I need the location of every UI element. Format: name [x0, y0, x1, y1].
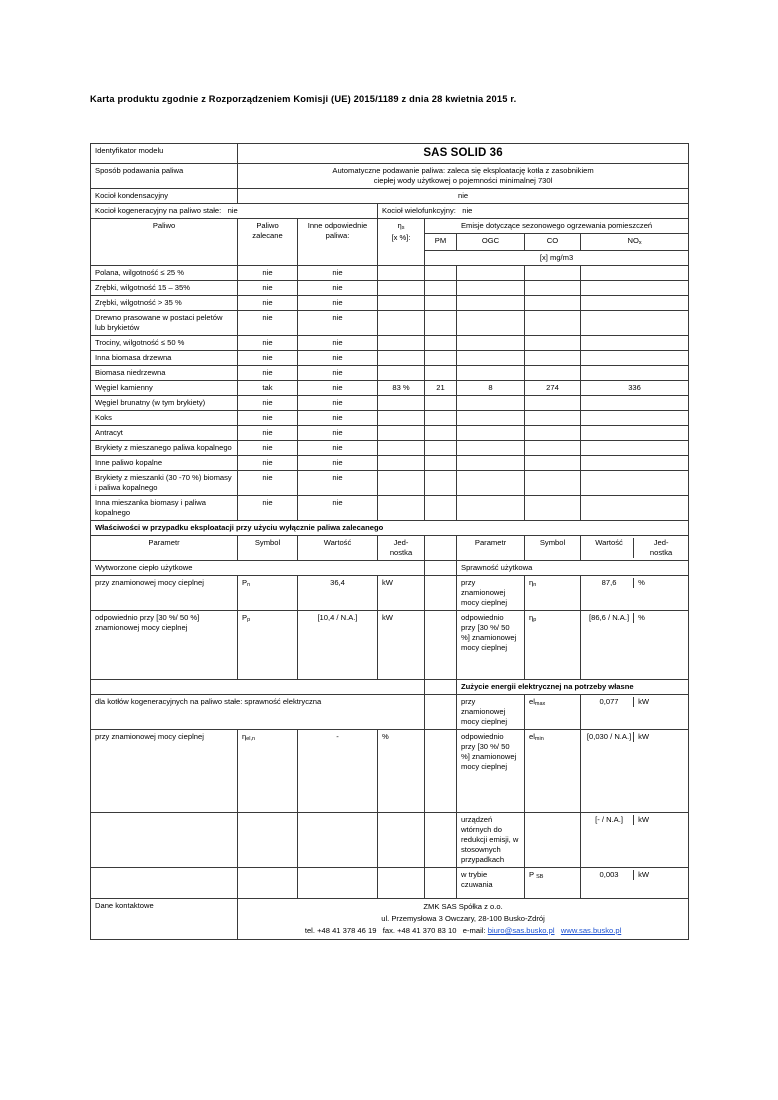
left-row5-empty-value	[298, 813, 378, 868]
fuel-header-recommended: Paliwo zalecane	[238, 219, 298, 265]
table-row	[91, 265, 689, 280]
prop-header-right-parameter: Parametr	[457, 535, 525, 560]
fuel-pm-cell	[425, 280, 457, 295]
fuel-header-ogc: OGC	[457, 234, 525, 250]
right-row6-param: w trybie czuwania	[457, 868, 525, 899]
fuel-other-cell: nie	[298, 470, 378, 495]
fuel-other-cell: nie	[298, 265, 378, 280]
fuel-ogc-cell	[457, 335, 525, 350]
fuel-co-cell	[525, 335, 581, 350]
fuel-nox-cell	[581, 265, 689, 280]
fuel-ogc-cell	[457, 495, 525, 520]
fuel-pm-cell	[425, 440, 457, 455]
fuel-other-cell: nie	[298, 335, 378, 350]
fuel-co-cell	[525, 280, 581, 295]
right-row3-symbol: elmax	[525, 695, 581, 730]
fuel-eta-cell	[378, 335, 425, 350]
right-group2-title: Zużycie energii elektrycznej na potrzeby własne	[457, 680, 689, 695]
right-row4-param: odpowiednio przy [30 %/ 50 %] znamionowej mocy cieplnej	[457, 730, 525, 813]
fuel-co-cell	[525, 495, 581, 520]
right-row1-value-unit	[581, 576, 689, 611]
left-row1-symbol: Pn	[238, 576, 298, 611]
fuel-co-cell	[525, 440, 581, 455]
right-row2-value-unit	[581, 611, 689, 680]
fuel-nox-cell	[581, 310, 689, 335]
left-row6-empty-value	[298, 868, 378, 899]
fuel-ogc-cell	[457, 295, 525, 310]
prop-gutter	[425, 561, 457, 576]
prop-gutter	[425, 813, 457, 868]
fuel-recommended-cell: nie	[238, 440, 298, 455]
fuel-ogc-cell	[457, 265, 525, 280]
fuel-header-emissions-unit: [x] mg/m3	[425, 250, 689, 265]
table-row	[91, 310, 689, 335]
fuel-eta-cell	[378, 410, 425, 425]
fuel-ogc-cell	[457, 410, 525, 425]
properties-row-3	[91, 695, 689, 730]
fuel-name-cell: Brykiety z mieszanego paliwa kopalnego	[91, 440, 238, 455]
fuel-recommended-cell: nie	[238, 425, 298, 440]
eta-subscript: s	[401, 225, 405, 232]
left-row2-param: odpowiednio przy [30 %/ 50 %] znamionowej mocy cieplnej	[91, 611, 238, 680]
fuel-recommended-cell: nie	[238, 495, 298, 520]
right-row6-symbol: P SB	[525, 868, 581, 899]
left-row4-param: przy znamionowej mocy cieplnej	[91, 730, 238, 813]
properties-row-6	[91, 868, 689, 899]
fuel-co-cell	[525, 425, 581, 440]
fuel-other-cell: nie	[298, 380, 378, 395]
fuel-eta-cell	[378, 365, 425, 380]
prop-header-left-unit: Jed- nostka	[378, 535, 425, 560]
fuel-other-cell: nie	[298, 365, 378, 380]
properties-group2-title-row	[91, 680, 689, 695]
left-row1-value: 36,4	[298, 576, 378, 611]
feed-value-cell	[238, 164, 689, 189]
fuel-pm-cell	[425, 265, 457, 280]
cogeneration-value: nie	[227, 206, 238, 216]
left-row2-unit: kW	[378, 611, 425, 680]
fuel-ogc-cell: 8	[457, 380, 525, 395]
prop-gutter	[425, 695, 457, 730]
model-label: Identyfikator modelu	[91, 144, 238, 164]
right-row6-value: 0,003	[599, 870, 619, 880]
fuel-eta-cell	[378, 425, 425, 440]
table-row-model	[91, 144, 689, 164]
fuel-nox-cell	[581, 335, 689, 350]
contact-row	[91, 899, 689, 939]
fuel-name-cell: Zrębki, wilgotność > 35 %	[91, 295, 238, 310]
feed-value-line1: Automatyczne podawanie paliwa: zaleca się eksploatację kotła z zasobnikiem	[332, 166, 594, 176]
fuel-eta-cell	[378, 280, 425, 295]
fuel-name-cell: Brykiety z mieszanki (30 -70 %) biomasy i paliwa kopalnego	[91, 470, 238, 495]
fuel-ogc-cell	[457, 455, 525, 470]
fuel-recommended-cell: nie	[238, 455, 298, 470]
left-row2-symbol: Pp	[238, 611, 298, 680]
left-group1-title: Wytworzone ciepło użytkowe	[91, 561, 425, 576]
fuel-ogc-cell	[457, 440, 525, 455]
contact-label: Dane kontaktowe	[91, 899, 238, 939]
properties-row-2	[91, 611, 689, 680]
fuel-name-cell: Inna mieszanka biomasy i paliwa kopalnego	[91, 495, 238, 520]
prop-header-left-value: Wartość	[298, 535, 378, 560]
right-row2-unit: %	[634, 613, 685, 623]
left-row1-unit: kW	[378, 576, 425, 611]
fuel-pm-cell	[425, 455, 457, 470]
fuel-name-cell: Węgiel brunatny (w tym brykiety)	[91, 395, 238, 410]
fuel-recommended-cell: nie	[238, 295, 298, 310]
left-row4-unit: %	[378, 730, 425, 813]
left-row1-param: przy znamionowej mocy cieplnej	[91, 576, 238, 611]
properties-row-4	[91, 730, 689, 813]
fuel-header-co: CO	[525, 234, 581, 250]
contact-details-cell	[238, 899, 689, 939]
table-row	[91, 470, 689, 495]
fuel-eta-cell: 83 %	[378, 380, 425, 395]
contact-email-link[interactable]: biuro@sas.busko.pl	[487, 925, 555, 935]
right-row1-unit: %	[634, 578, 685, 588]
right-row4-unit: kW	[634, 732, 685, 742]
fuel-co-cell	[525, 395, 581, 410]
fuel-nox-cell	[581, 295, 689, 310]
table-row	[91, 365, 689, 380]
fuel-ogc-cell	[457, 350, 525, 365]
fuel-eta-cell	[378, 265, 425, 280]
right-group1-title: Sprawność użytkowa	[457, 561, 689, 576]
fuel-nox-cell	[581, 365, 689, 380]
fuel-header-pm: PM	[425, 234, 457, 250]
fuel-nox-cell	[581, 425, 689, 440]
prop-gutter	[425, 576, 457, 611]
left-row5-empty-param	[91, 813, 238, 868]
fuel-other-cell: nie	[298, 410, 378, 425]
prop-gutter	[425, 730, 457, 813]
properties-header-row	[91, 535, 689, 560]
fuel-name-cell: Biomasa niedrzewna	[91, 365, 238, 380]
left-row4-symbol: ηel,n	[238, 730, 298, 813]
prop-gutter	[425, 611, 457, 680]
fuel-recommended-cell: nie	[238, 410, 298, 425]
fuel-header-nox: NOx	[581, 234, 689, 250]
fuel-other-cell: nie	[298, 350, 378, 365]
table-row	[91, 495, 689, 520]
fuel-eta-cell	[378, 440, 425, 455]
fuel-other-cell: nie	[298, 295, 378, 310]
right-row2-value: [86,6 / N.A.]	[588, 613, 630, 623]
cogeneration-cell	[91, 204, 378, 219]
multifunction-label: Kocioł wielofunkcyjny:	[382, 206, 456, 216]
fuel-recommended-cell: nie	[238, 470, 298, 495]
prop-gutter	[425, 868, 457, 899]
fuel-recommended-cell: nie	[238, 265, 298, 280]
right-row4-value: [0,030 / N.A.]	[586, 732, 632, 742]
right-row5-symbol	[525, 813, 581, 868]
fuel-co-cell	[525, 310, 581, 335]
fuel-ogc-cell	[457, 425, 525, 440]
fuel-nox-cell	[581, 280, 689, 295]
prop-header-right-value-unit	[581, 535, 689, 560]
right-row2-symbol: ηp	[525, 611, 581, 680]
fuel-recommended-cell: nie	[238, 310, 298, 335]
fuel-ogc-cell	[457, 310, 525, 335]
fuel-nox-cell	[581, 455, 689, 470]
fuel-co-cell	[525, 365, 581, 380]
fuel-nox-cell	[581, 410, 689, 425]
fuel-eta-cell	[378, 395, 425, 410]
properties-group-titles-row	[91, 561, 689, 576]
fuel-recommended-cell: nie	[238, 335, 298, 350]
right-row6-value-unit	[581, 868, 689, 899]
fuel-nox-cell	[581, 470, 689, 495]
fuel-pm-cell	[425, 295, 457, 310]
feed-value-line2: ciepłej wody użytkowej o pojemności minimalnej 730l	[373, 176, 553, 186]
right-row3-unit: kW	[634, 697, 685, 707]
fuel-co-cell	[525, 295, 581, 310]
left-row5-empty-symbol	[238, 813, 298, 868]
right-row1-value: 87,6	[601, 578, 617, 588]
prop-header-right-symbol: Symbol	[525, 535, 581, 560]
right-row5-unit: kW	[634, 815, 685, 825]
table-row	[91, 425, 689, 440]
left-row6-empty-param	[91, 868, 238, 899]
table-row	[91, 440, 689, 455]
left-row5-empty-unit	[378, 813, 425, 868]
contact-email-label: e-mail:	[462, 925, 486, 935]
fuel-other-cell: nie	[298, 425, 378, 440]
fuel-pm-cell	[425, 350, 457, 365]
eta-unit: [x %]:	[391, 232, 411, 242]
right-row5-value: [- / N.A.]	[595, 815, 623, 825]
fuel-pm-cell: 21	[425, 380, 457, 395]
table-row	[91, 380, 689, 395]
table-row	[91, 455, 689, 470]
fuel-pm-cell	[425, 395, 457, 410]
fuel-eta-cell	[378, 495, 425, 520]
fuel-co-cell	[525, 455, 581, 470]
fuel-ogc-cell	[457, 365, 525, 380]
fuel-eta-cell	[378, 350, 425, 365]
fuel-name-cell: Inne paliwo kopalne	[91, 455, 238, 470]
right-row3-value: 0,077	[599, 697, 619, 707]
fuel-name-cell: Antracyt	[91, 425, 238, 440]
feed-label: Sposób podawania paliwa	[91, 164, 238, 189]
fuel-pm-cell	[425, 425, 457, 440]
fuel-name-cell: Drewno prasowane w postaci peletów lub brykietów	[91, 310, 238, 335]
left-row4-value: -	[298, 730, 378, 813]
fuel-pm-cell	[425, 410, 457, 425]
condensing-label: Kocioł kondensacyjny	[91, 189, 238, 204]
left-row3-param: dla kotłów kogeneracyjnych na paliwo stałe: sprawność elektryczna	[91, 695, 425, 730]
contact-phone: tel. +48 41 378 46 19	[304, 925, 377, 935]
prop-gutter	[425, 680, 457, 695]
table-row	[91, 335, 689, 350]
fuel-nox-cell	[581, 395, 689, 410]
fuel-eta-cell	[378, 310, 425, 335]
fuel-recommended-cell: tak	[238, 380, 298, 395]
fuel-eta-cell	[378, 295, 425, 310]
prop-header-right-value: Wartość	[595, 537, 623, 547]
prop-header-left-parameter: Parametr	[91, 535, 238, 560]
fuel-co-cell	[525, 350, 581, 365]
fuel-name-cell: Polana, wilgotność ≤ 25 %	[91, 265, 238, 280]
fuel-co-cell	[525, 470, 581, 495]
right-row6-unit: kW	[634, 870, 685, 880]
prop-gutter	[425, 535, 457, 560]
fuel-pm-cell	[425, 470, 457, 495]
right-row1-param: przy znamionowej mocy cieplnej	[457, 576, 525, 611]
left-row6-empty-unit	[378, 868, 425, 899]
fuel-other-cell: nie	[298, 440, 378, 455]
fuel-nox-cell	[581, 495, 689, 520]
multifunction-cell	[378, 204, 689, 219]
product-data-table	[90, 143, 689, 940]
fuel-eta-cell	[378, 455, 425, 470]
table-row	[91, 280, 689, 295]
fuel-name-cell: Koks	[91, 410, 238, 425]
fuel-nox-cell	[581, 350, 689, 365]
fuel-header-fuel: Paliwo	[91, 219, 238, 265]
properties-section-title: Właściwości w przypadku eksploatacji przy użyciu wyłącznie paliwa zalecanego	[91, 520, 689, 535]
fuel-name-cell: Inna biomasa drzewna	[91, 350, 238, 365]
fuel-pm-cell	[425, 335, 457, 350]
contact-website-link[interactable]: www.sas.busko.pl	[560, 925, 622, 935]
table-row	[91, 395, 689, 410]
table-row-cogeneration	[91, 204, 689, 219]
fuel-header-eta	[378, 219, 425, 265]
fuel-other-cell: nie	[298, 310, 378, 335]
prop-header-left-symbol: Symbol	[238, 535, 298, 560]
prop-header-right-unit: Jed- nostka	[634, 538, 685, 558]
fuel-recommended-cell: nie	[238, 280, 298, 295]
fuel-ogc-cell	[457, 280, 525, 295]
fuel-recommended-cell: nie	[238, 395, 298, 410]
table-row	[91, 350, 689, 365]
table-row-condensing	[91, 189, 689, 204]
eta-symbol: η	[397, 221, 402, 231]
condensing-value: nie	[238, 189, 689, 204]
left-empty-cell	[91, 680, 425, 695]
left-row2-value: [10,4 / N.A.]	[298, 611, 378, 680]
fuel-other-cell: nie	[298, 455, 378, 470]
left-row6-empty-symbol	[238, 868, 298, 899]
model-value-cell	[238, 144, 689, 164]
page-title: Karta produktu zgodnie z Rozporządzeniem Komisji (UE) 2015/1189 z dnia 28 kwietnia 2015 r.	[90, 94, 517, 104]
fuel-header-row-1	[91, 219, 689, 234]
fuel-name-cell: Zrębki, wilgotność 15 – 35%	[91, 280, 238, 295]
right-row1-symbol: ηn	[525, 576, 581, 611]
contact-comms-line	[242, 925, 684, 937]
right-row3-param: przy znamionowej mocy cieplnej	[457, 695, 525, 730]
fuel-nox-cell: 336	[581, 380, 689, 395]
fuel-other-cell: nie	[298, 280, 378, 295]
fuel-other-cell: nie	[298, 495, 378, 520]
fuel-header-emissions-group: Emisje dotyczące sezonowego ogrzewania pomieszczeń	[425, 219, 689, 234]
contact-fax: fax. +48 41 370 83 10	[382, 925, 457, 935]
right-row5-value-unit	[581, 813, 689, 868]
right-row4-symbol: elmin	[525, 730, 581, 813]
right-row5-param: urządzeń wtórnych do redukcji emisji, w stosownych przypadkach	[457, 813, 525, 868]
fuel-recommended-cell: nie	[238, 365, 298, 380]
right-row4-value-unit	[581, 730, 689, 813]
fuel-other-cell: nie	[298, 395, 378, 410]
right-row3-value-unit	[581, 695, 689, 730]
fuel-header-other: Inne odpowiednie paliwa:	[298, 219, 378, 265]
right-row2-param: odpowiednio przy [30 %/ 50 %] znamionowej mocy cieplnej	[457, 611, 525, 680]
table-row-fuel-feed	[91, 164, 689, 189]
fuel-recommended-cell: nie	[238, 350, 298, 365]
properties-row-1	[91, 576, 689, 611]
properties-row-5	[91, 813, 689, 868]
fuel-pm-cell	[425, 365, 457, 380]
table-row	[91, 410, 689, 425]
fuel-co-cell	[525, 410, 581, 425]
fuel-pm-cell	[425, 495, 457, 520]
fuel-ogc-cell	[457, 395, 525, 410]
table-row	[91, 295, 689, 310]
fuel-name-cell: Węgiel kamienny	[91, 380, 238, 395]
fuel-ogc-cell	[457, 470, 525, 495]
fuel-name-cell: Trociny, wilgotność ≤ 50 %	[91, 335, 238, 350]
fuel-nox-cell	[581, 440, 689, 455]
contact-address: ul. Przemysłowa 3 Owczary, 28-100 Busko-Zdrój	[381, 913, 545, 923]
fuel-pm-cell	[425, 310, 457, 335]
model-value: SAS SOLID 36	[423, 147, 503, 159]
fuel-co-cell: 274	[525, 380, 581, 395]
contact-company: ZMK SAS Spółka z o.o.	[423, 902, 503, 912]
multifunction-value: nie	[462, 206, 473, 216]
fuel-co-cell	[525, 265, 581, 280]
properties-section-title-row	[91, 520, 689, 535]
fuel-eta-cell	[378, 470, 425, 495]
cogeneration-label: Kocioł kogeneracyjny na paliwo stałe:	[95, 206, 222, 216]
